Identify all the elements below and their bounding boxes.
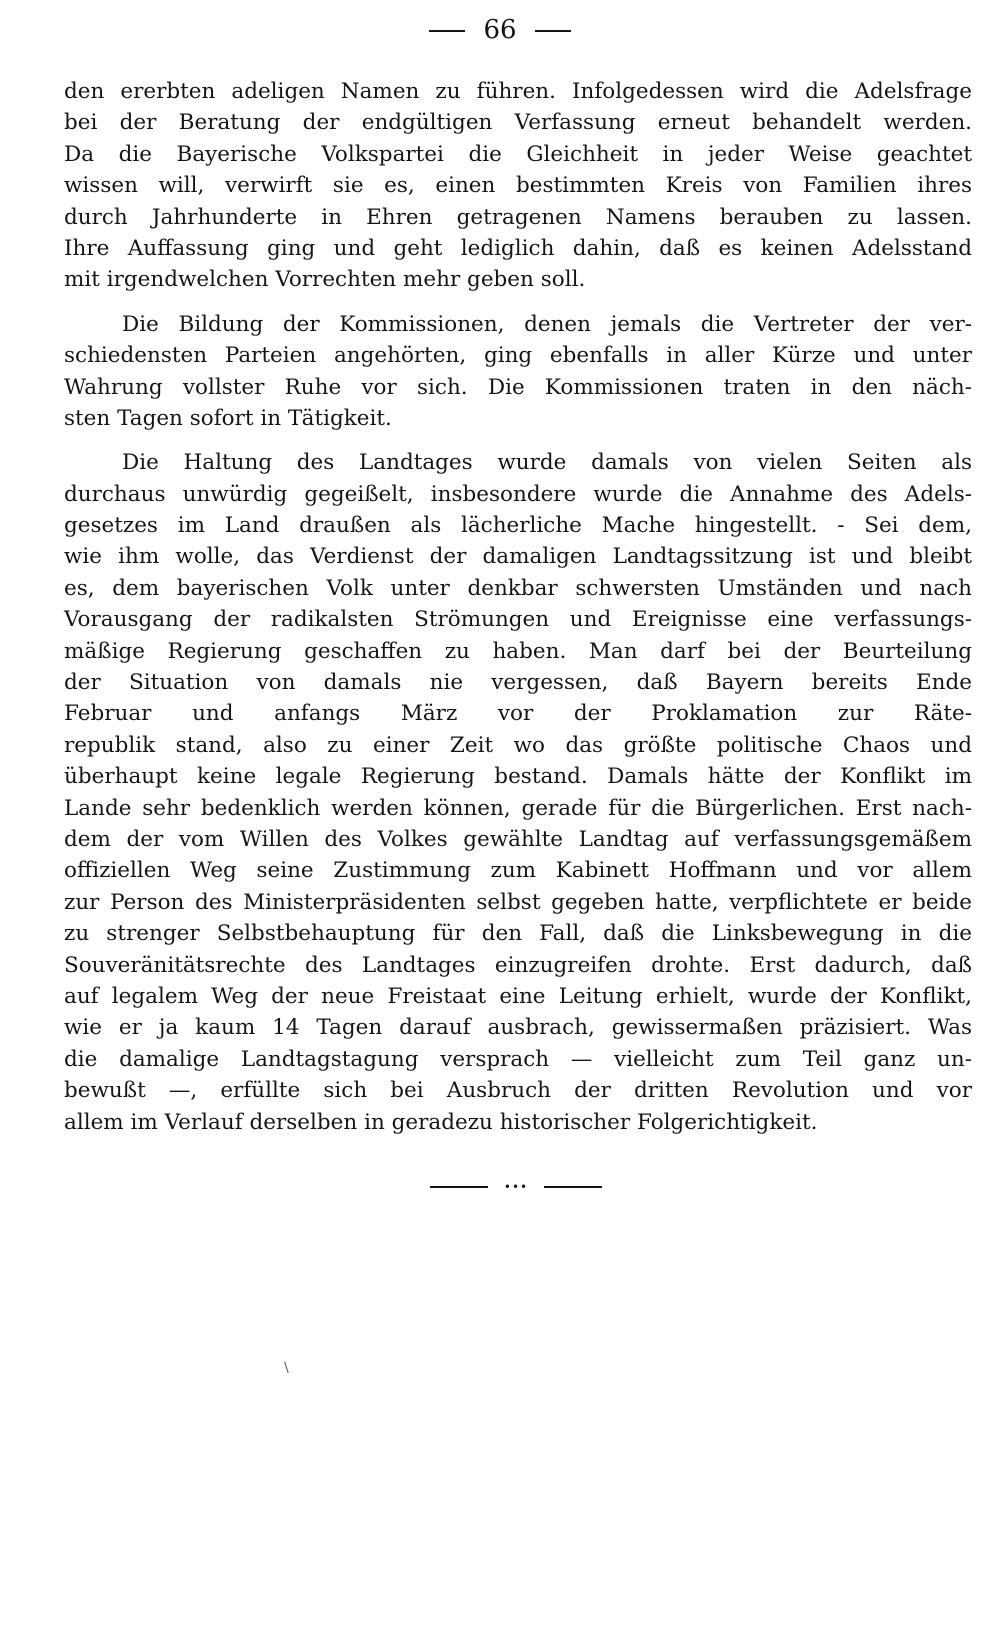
text-line: die damalige Landtagstagung versprach — vielleicht zum Teil ganz un- <box>64 1046 972 1072</box>
text-line: allem im Verlauf derselben in geradezu historischer Folgerichtigkeit. <box>64 1109 818 1135</box>
ornament-right-rule <box>544 1186 602 1188</box>
text-line: durch Jahrhunderte in Ehren getragenen Namens berauben zu lassen. <box>64 204 972 230</box>
text-line: Ihre Auffassung ging und geht lediglich dahin, daß es keinen Adelsstand <box>64 235 972 261</box>
paragraph-gap <box>64 434 972 447</box>
text-line: mit irgendwelchen Vorrechten mehr geben soll. <box>64 267 586 293</box>
page-number-right-dash <box>535 30 571 32</box>
text-line: der Situation von damals nie vergessen, daß Bayern bereits Ende <box>64 670 972 696</box>
text-line: Lande sehr bedenklich werden können, gerade für die Bürgerlichen. Erst nach- <box>64 795 972 821</box>
text-line: überhaupt keine legale Regierung bestand. Damals hätte der Konflikt im <box>64 764 972 790</box>
text-line: dem der vom Willen des Volkes gewählte Landtag auf verfassungsgemäßem <box>64 826 972 852</box>
text-line: es, dem bayerischen Volk unter denkbar schwersten Umständen und nach <box>64 575 972 601</box>
text-line: republik stand, also zu einer Zeit wo das größte politische Chaos und <box>64 732 972 758</box>
text-line: zu strenger Selbstbehauptung für den Fall, daß die Linksbewegung in die <box>64 921 972 947</box>
text-line: wie ihm wolle, das Verdienst der damaligen Landtagssitzung ist und bleibt <box>64 544 972 570</box>
text-line: Souveränitätsrechte des Landtages einzugreifen drohte. Erst dadurch, daß <box>64 952 972 978</box>
ornament-left-rule <box>430 1186 488 1188</box>
body-text <box>64 76 972 1138</box>
text-line: gesetzes im Land draußen als lächerliche Mache hingestellt. - Sei dem, <box>64 513 972 539</box>
text-line: Februar und anfangs März vor der Proklamation zur Räte- <box>64 701 972 727</box>
text-line: Wahrung vollster Ruhe vor sich. Die Kommissionen traten in den näch- <box>64 374 972 400</box>
stray-mark: \ <box>284 1360 289 1376</box>
end-ornament <box>430 1180 602 1194</box>
text-line: den ererbten adeligen Namen zu führen. Infolgedessen wird die Adelsfrage <box>64 79 972 104</box>
text-line: bewußt —, erfüllte sich bei Ausbruch der dritten Revolution und vor <box>64 1078 972 1104</box>
page-number-text: 66 <box>483 15 517 45</box>
paragraph <box>64 309 972 435</box>
text-line: bei der Beratung der endgültigen Verfassung erneut behandelt werden. <box>64 110 972 136</box>
text-line: Die Haltung des Landtages wurde damals von vielen Seiten als <box>122 450 972 476</box>
text-line: wie er ja kaum 14 Tagen darauf ausbrach, gewissermaßen präzisiert. Was <box>64 1015 972 1041</box>
text-line: sten Tagen sofort in Tätigkeit. <box>64 405 392 431</box>
text-line: auf legalem Weg der neue Freistaat eine Leitung erhielt, wurde der Konflikt, <box>64 983 972 1009</box>
ornament-center-dots: ••• <box>503 1180 529 1194</box>
text-line: schiedensten Parteien angehörten, ging ebenfalls in aller Kürze und unter <box>64 343 972 369</box>
paragraph <box>64 76 972 296</box>
text-line: Vorausgang der radikalsten Strömungen und Ereignisse eine verfassungs- <box>64 607 972 633</box>
text-line: zur Person des Ministerpräsidenten selbst gegeben hatte, verpflichtete er beide <box>64 889 972 915</box>
page-number <box>0 14 1000 46</box>
page-number-left-dash <box>429 30 465 32</box>
text-line: durchaus unwürdig gegeißelt, insbesondere wurde die Annahme des Adels- <box>64 481 972 507</box>
text-line: wissen will, verwirft sie es, einen bestimmten Kreis von Familien ihres <box>64 173 972 199</box>
text-line: Die Bildung der Kommissionen, denen jemals die Vertreter der ver- <box>122 311 972 337</box>
paragraph-gap <box>64 296 972 309</box>
text-line: Da die Bayerische Volkspartei die Gleichheit in jeder Weise geachtet <box>64 141 972 167</box>
text-line: offiziellen Weg seine Zustimmung zum Kabinett Hoffmann und vor allem <box>64 858 972 884</box>
text-line: mäßige Regierung geschaffen zu haben. Man darf bei der Beurteilung <box>64 638 972 664</box>
paragraph <box>64 447 972 1138</box>
